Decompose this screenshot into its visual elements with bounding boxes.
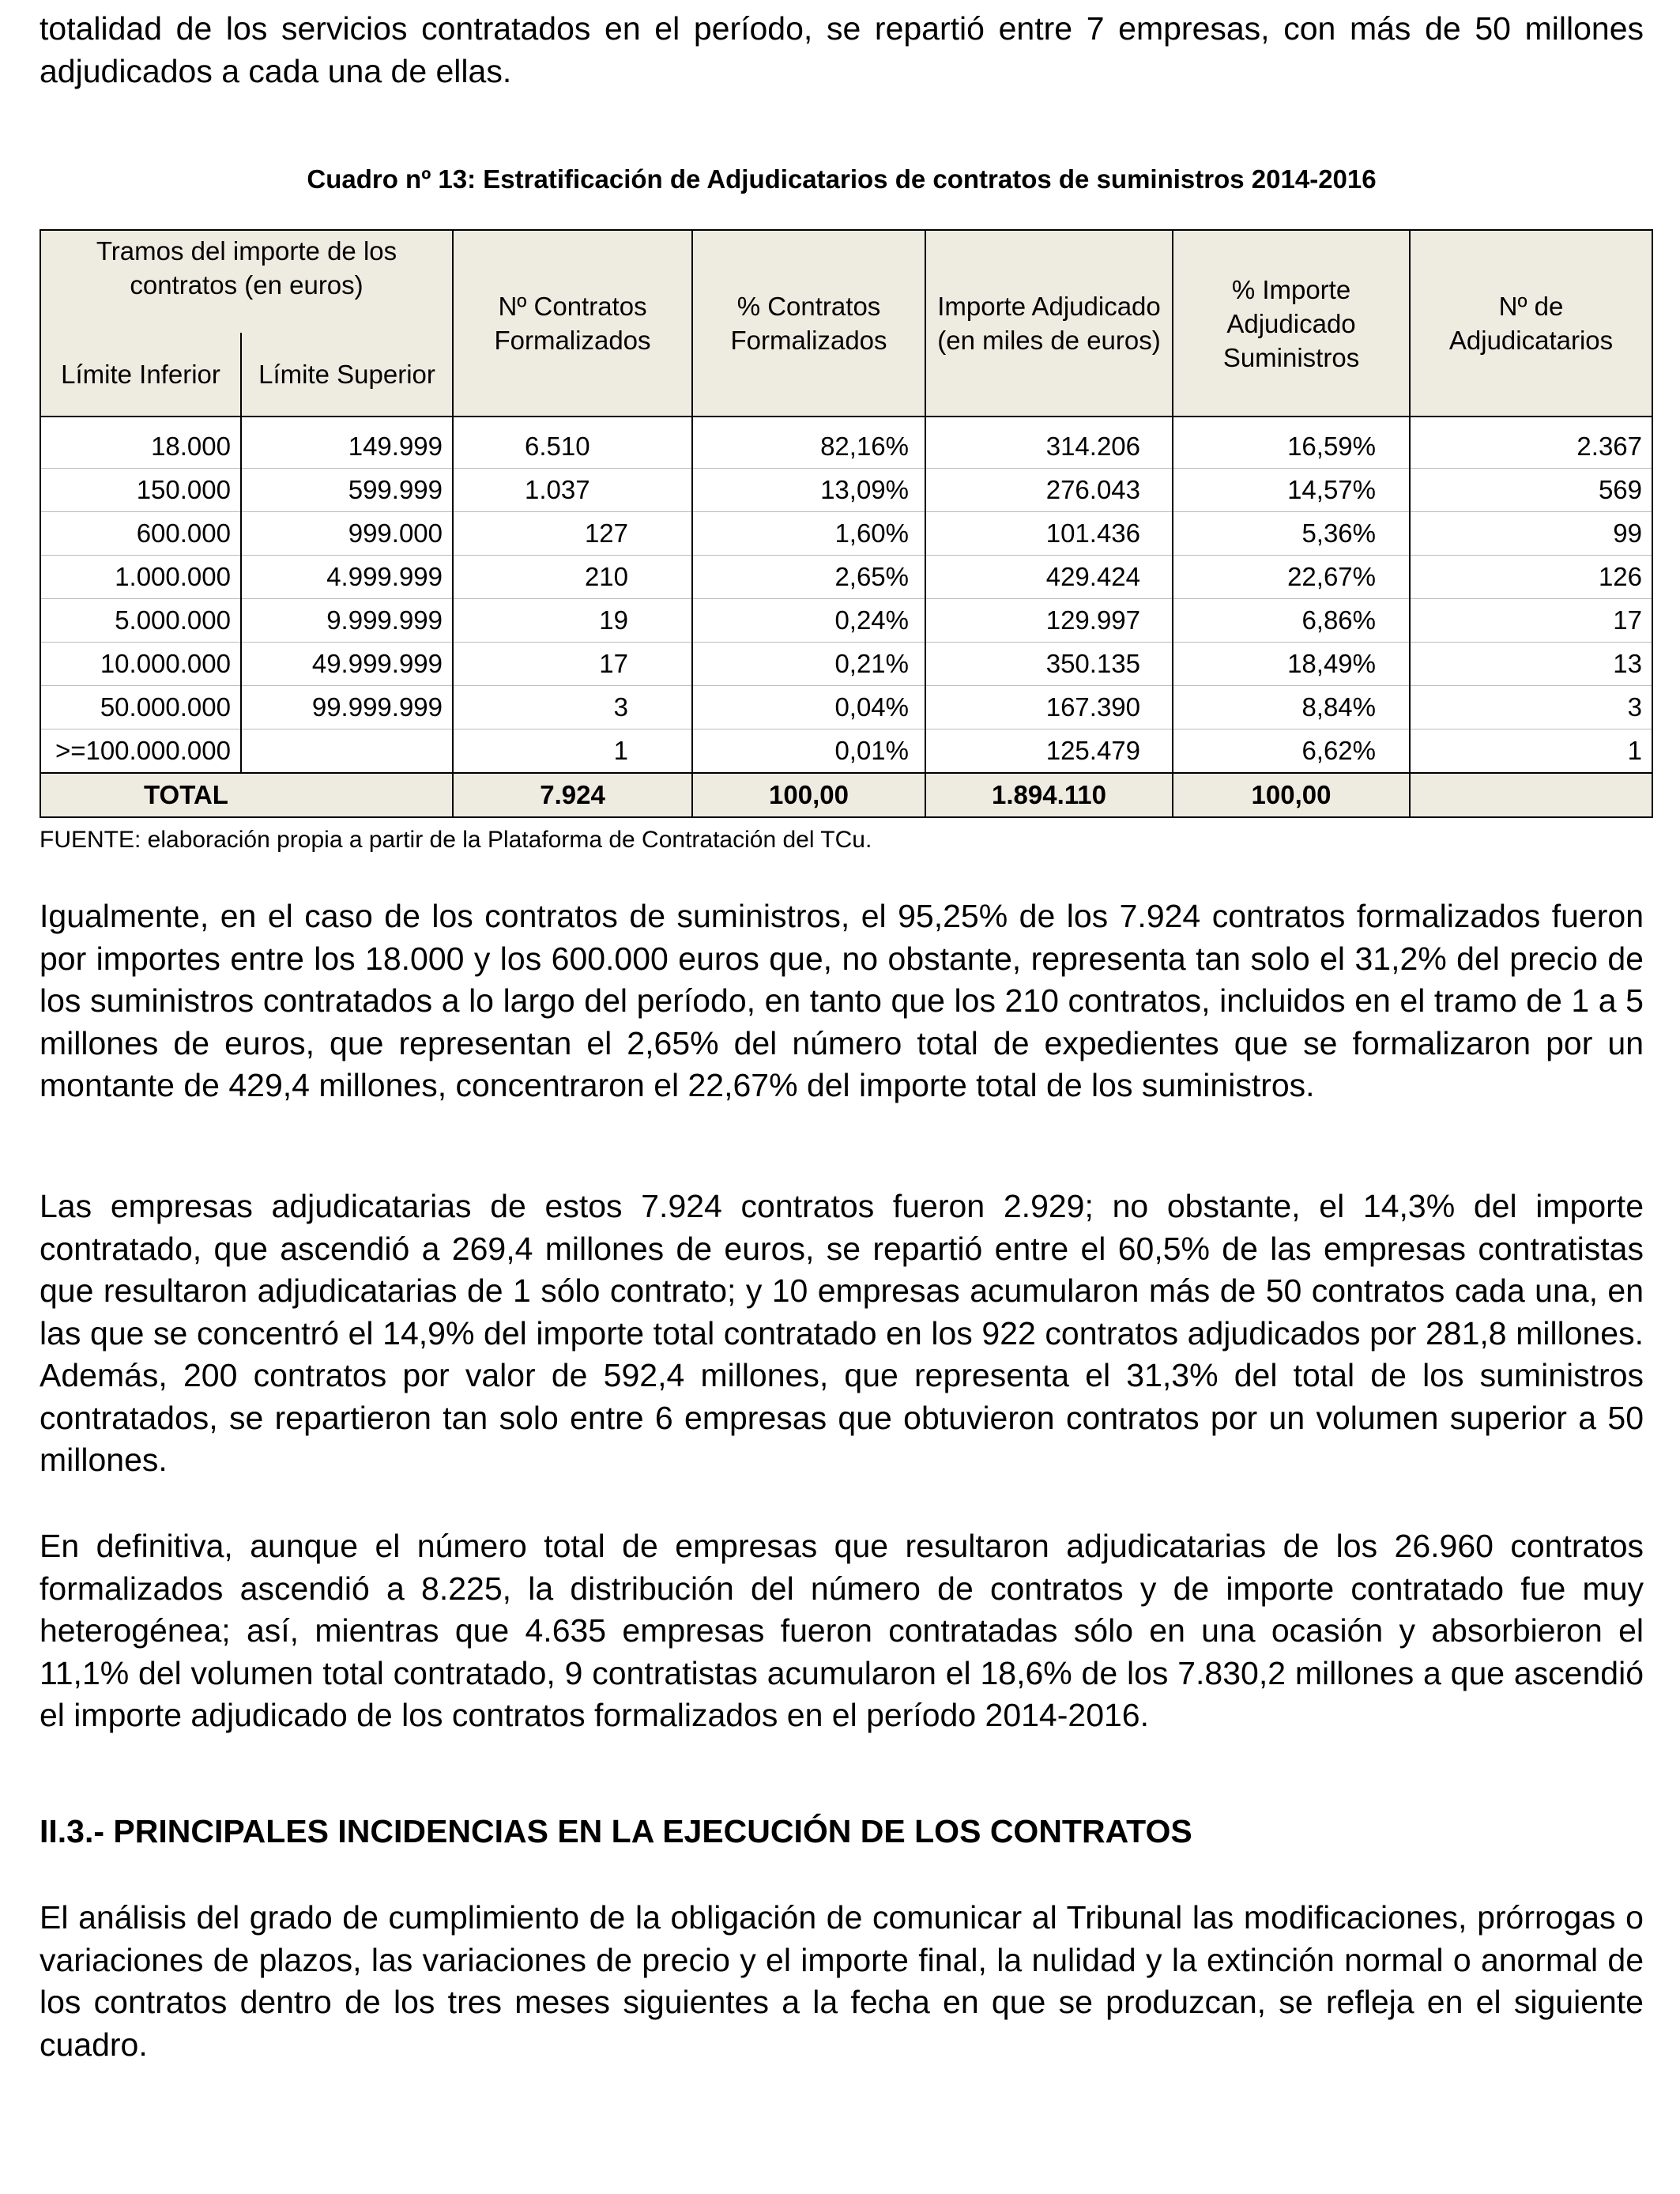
- table-row: [40, 512, 1652, 556]
- cell-amount: 350.135: [925, 643, 1173, 686]
- cell-lower: 10.000.000: [40, 643, 241, 686]
- total-label: TOTAL: [40, 773, 453, 817]
- table-row: [40, 599, 1652, 643]
- cell-upper: 4.999.999: [241, 556, 453, 599]
- cell-awardees: 569: [1410, 469, 1652, 512]
- cell-pct-contracts: 13,09%: [692, 469, 925, 512]
- cell-num-contracts: 6.510: [453, 417, 692, 469]
- total-awardees: [1410, 773, 1652, 817]
- cell-upper: 9.999.999: [241, 599, 453, 643]
- stratification-table: [40, 229, 1653, 818]
- cell-lower: 150.000: [40, 469, 241, 512]
- cell-lower: 600.000: [40, 512, 241, 556]
- cell-lower: >=100.000.000: [40, 729, 241, 774]
- cell-amount: 129.997: [925, 599, 1173, 643]
- table-total-row: [40, 773, 1652, 817]
- table-row: [40, 643, 1652, 686]
- cell-pct-amount: 8,84%: [1173, 686, 1410, 729]
- cell-num-contracts: 1.037: [453, 469, 692, 512]
- cell-pct-amount: 22,67%: [1173, 556, 1410, 599]
- cell-pct-contracts: 2,65%: [692, 556, 925, 599]
- cell-pct-contracts: 1,60%: [692, 512, 925, 556]
- header-num-contracts: Nº Contratos Formalizados: [453, 230, 692, 417]
- header-tramos: Tramos del importe de los contratos (en euros): [40, 230, 453, 333]
- cell-amount: 101.436: [925, 512, 1173, 556]
- cell-num-contracts: 17: [453, 643, 692, 686]
- cell-lower: 1.000.000: [40, 556, 241, 599]
- cell-pct-amount: 18,49%: [1173, 643, 1410, 686]
- cell-awardees: 3: [1410, 686, 1652, 729]
- total-num-contracts: 7.924: [453, 773, 692, 817]
- table-row: [40, 469, 1652, 512]
- cell-awardees: 1: [1410, 729, 1652, 774]
- cell-upper: 149.999: [241, 417, 453, 469]
- cell-num-contracts: 127: [453, 512, 692, 556]
- table-row: [40, 556, 1652, 599]
- cell-awardees: 126: [1410, 556, 1652, 599]
- cell-pct-amount: 14,57%: [1173, 469, 1410, 512]
- cell-pct-contracts: 0,21%: [692, 643, 925, 686]
- paragraph-4: El análisis del grado de cumplimiento de la obligación de comunicar al Tribunal las modificaciones, prórrogas o variaciones de plazos, las variaciones de precio y el importe final, la nulidad y la extinción normal o anormal de los contratos dentro de los tres meses siguientes a la fecha en que se produzcan, se refleja en el siguiente cuadro.: [40, 1899, 1644, 2063]
- cell-lower: 5.000.000: [40, 599, 241, 643]
- section-heading: II.3.- PRINCIPALES INCIDENCIAS EN LA EJECUCIÓN DE LOS CONTRATOS: [40, 1813, 1192, 1849]
- cell-pct-contracts: 0,24%: [692, 599, 925, 643]
- cell-pct-amount: 5,36%: [1173, 512, 1410, 556]
- cell-num-contracts: 1: [453, 729, 692, 774]
- cell-num-contracts: 3: [453, 686, 692, 729]
- intro-paragraph: totalidad de los servicios contratados en el período, se repartió entre 7 empresas, con más de 50 millones adjudicados a cada una de ellas.: [40, 10, 1644, 89]
- paragraph-1: Igualmente, en el caso de los contratos de suministros, el 95,25% de los 7.924 contratos formalizados fueron por importes entre los 18.000 y los 600.000 euros que, no obstante, representa tan solo el 31,2% del precio de los suministros contratados a lo largo del período, en tanto que los 210 contratos, incluidos en el tramo de 1 a 5 millones de euros, que representan el 2,65% del número total de expedientes que se formalizaron por un montante de 429,4 millones, concentraron el 22,67% del importe total de los suministros.: [40, 898, 1644, 1103]
- header-pct-contracts: % Contratos Formalizados: [692, 230, 925, 417]
- cell-upper: 599.999: [241, 469, 453, 512]
- cell-awardees: 2.367: [1410, 417, 1652, 469]
- total-pct-contracts: 100,00: [692, 773, 925, 817]
- cell-pct-amount: 16,59%: [1173, 417, 1410, 469]
- cell-amount: 125.479: [925, 729, 1173, 774]
- table-source-note: FUENTE: elaboración propia a partir de la Plataforma de Contratación del TCu.: [40, 827, 872, 853]
- cell-amount: 314.206: [925, 417, 1173, 469]
- cell-pct-amount: 6,62%: [1173, 729, 1410, 774]
- cell-pct-amount: 6,86%: [1173, 599, 1410, 643]
- cell-upper: [241, 729, 453, 774]
- cell-upper: 999.000: [241, 512, 453, 556]
- cell-amount: 429.424: [925, 556, 1173, 599]
- cell-amount: 167.390: [925, 686, 1173, 729]
- cell-lower: 50.000.000: [40, 686, 241, 729]
- cell-upper: 49.999.999: [241, 643, 453, 686]
- cell-awardees: 17: [1410, 599, 1652, 643]
- header-pct-amount: % Importe Adjudicado Suministros: [1173, 230, 1410, 417]
- header-lower-limit: Límite Inferior: [40, 333, 241, 417]
- table-caption: Cuadro nº 13: Estratificación de Adjudicatarios de contratos de suministros 2014-2016: [307, 164, 1377, 194]
- header-upper-limit: Límite Superior: [241, 333, 453, 417]
- table-container: [40, 229, 1652, 818]
- cell-pct-contracts: 0,04%: [692, 686, 925, 729]
- paragraph-3: En definitiva, aunque el número total de empresas que resultaron adjudicatarias de los 26.960 contratos formalizados ascendió a 8.225, la distribución del número de contratos y de importe contratado fue muy heterogénea; así, mientras que 4.635 empresas fueron contratadas sólo en una ocasión y absorbieron el 11,1% del volumen total contratado, 9 contratistas acumularon el 18,6% de los 7.830,2 millones a que ascendió el importe adjudicado de los contratos formalizados en el período 2014-2016.: [40, 1528, 1644, 1733]
- cell-pct-contracts: 82,16%: [692, 417, 925, 469]
- paragraph-2: Las empresas adjudicatarias de estos 7.924 contratos fueron 2.929; no obstante, el 14,3% del importe contratado, que ascendió a 269,4 millones de euros, se repartió entre el 60,5% de las empresas contratistas que resultaron adjudicatarias de 1 sólo contrato; y 10 empresas acumularon más de 50 contratos cada una, en las que se concentró el 14,9% del importe total contratado en los 922 contratos adjudicados por 281,8 millones. Además, 200 contratos por valor de 592,4 millones, que representa el 31,3% del total de los suministros contratados, se repartieron tan solo entre 6 empresas que obtuvieron contratos por un volumen superior a 50 millones.: [40, 1188, 1644, 1478]
- cell-upper: 99.999.999: [241, 686, 453, 729]
- table-body: [40, 417, 1652, 817]
- table-row: [40, 729, 1652, 774]
- table-row: [40, 417, 1652, 469]
- header-amount: Importe Adjudicado (en miles de euros): [925, 230, 1173, 417]
- cell-amount: 276.043: [925, 469, 1173, 512]
- table-row: [40, 686, 1652, 729]
- cell-lower: 18.000: [40, 417, 241, 469]
- cell-pct-contracts: 0,01%: [692, 729, 925, 774]
- cell-num-contracts: 19: [453, 599, 692, 643]
- header-num-awardees: Nº de Adjudicatarios: [1410, 230, 1652, 417]
- total-pct-amount: 100,00: [1173, 773, 1410, 817]
- cell-awardees: 99: [1410, 512, 1652, 556]
- cell-num-contracts: 210: [453, 556, 692, 599]
- total-amount: 1.894.110: [925, 773, 1173, 817]
- cell-awardees: 13: [1410, 643, 1652, 686]
